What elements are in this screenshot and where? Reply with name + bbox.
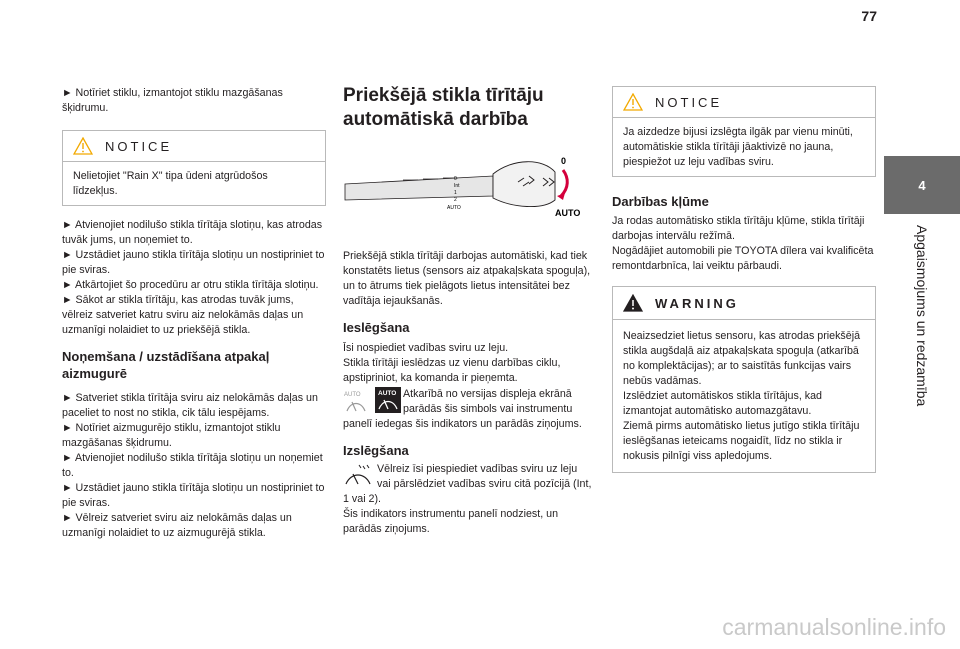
chapter-number: 4 [918,177,926,193]
lever-position-auto: AUTO [555,208,581,218]
notice-header [613,87,875,118]
section-heading: Darbības kļūme [612,194,709,209]
notice-title: NOTICE [655,94,723,110]
auto-wiper-indicator-icon [375,387,401,413]
lever-position-zero: 0 [561,156,567,166]
section-heading: Izslēgšana [343,443,409,458]
list-item: ► Vēlreiz satveriet sviru aiz nelokāmās daļas un uzmanīgi nolaidiet to uz aizmugurējā stikla. [62,512,292,539]
middle-column [343,84,593,537]
section-heading: Ieslēgšana [343,320,410,335]
indicator-label: AUTO [378,390,397,397]
lever-label: Int [454,183,460,189]
page-number: 77 [861,8,877,24]
warning-box [612,286,876,473]
right-column [612,86,876,473]
wiper-icon [343,462,373,488]
chapter-side-title [908,225,936,455]
paragraph: ► Notīriet stiklu, izmantojot stiklu mazgāšanas šķidrumu. [62,87,283,114]
notice-box [612,86,876,177]
list-item: ► Atvienojiet nodilušo stikla tīrītāja slotiņu un noņemiet to. [62,452,323,479]
paragraph: Īsi nospiediet vadības sviru uz leju. Stikla tīrītāji ieslēdzas uz vienu darbības ciklu, apstipriniot, ka komanda ir pieņemta. [343,342,561,384]
auto-wiper-outline-icon [343,389,369,415]
lever-label: 0 [454,176,457,182]
watermark: carmanualsonline.info [722,614,946,640]
notice-header [63,131,325,162]
warning-triangle-icon [73,137,93,155]
steps-list [62,391,326,541]
wiper-lever-icon [343,144,593,224]
indicator-icons [343,387,403,417]
list-item: ► Atkārtojiet šo procedūru ar otru stikla tīrītāja slotiņu. [62,279,319,291]
lever-label: AUTO [447,205,461,211]
indicator-label: AUTO [344,392,361,398]
paragraph: Ja rodas automātisko stikla tīrītāju kļūme, stikla tīrītāji darbojas intervālu režīmā. Nogādājiet automobili pie TOYOTA dīlera vai kvalificēta remontdarbnīca, lai veiktu pārbaudi. [612,215,874,272]
lever-label: 2 [454,197,457,203]
warning-triangle-icon [623,294,643,312]
warning-title: WARNING [655,295,739,311]
list-item: ► Notīriet aizmugurējo stiklu, izmantojot stiklu mazgāšanas šķidrumu. [62,422,281,449]
list-item: ► Uzstādiet jauno stikla tīrītāja slotiņu un nostipriniet to pie sviras. [62,249,325,276]
list-item: ► Uzstādiet jauno stikla tīrītāja slotiņu un nostipriniet to pie sviras. [62,482,325,509]
page-title: Priekšējā stikla tīrītāju automātiskā darbība [343,85,544,130]
chapter-tab[interactable] [884,156,960,214]
list-item: ► Atvienojiet nodilušo stikla tīrītāja slotiņu, kas atrodas tuvāk jums, un noņemiet to. [62,219,323,246]
steps-list [62,218,326,338]
icon-paragraph [343,462,593,537]
icon-paragraph [343,387,593,432]
list-item: ► Satveriet stikla tīrītāja sviru aiz nelokāmās daļas un paceliet to nost no stikla, cik tālu iespējams. [62,392,318,419]
paragraph: Atkarībā no versijas displeja ekrānā parādās šis simbols vai instrumentu panelī iedegas šis indikators un parādās ziņojums. [343,388,582,430]
notice-box [62,130,326,206]
warning-text: Neaizsedziet lietus sensoru, kas atrodas priekšējā stikla augšdaļā aiz atpakaļskata spoguļa (atkarībā no komplektācijas); ar to saistītās funkcijas vairs nebūs vadāmas. Izslēdziet automātiskos stikla tīrītājus, kad izmantojat automātisko automazgātavu. Ziemā pirms automātisko lietus jutīgo stikla tīrītāju ieslēgšanas ieteicams nogaidīt, līdz no stikla ir nokusis pilnīgi viss apledojums. [623,330,861,462]
notice-text: Nelietojiet "Rain X" tipa ūdeni atgrūdošos līdzekļus. [73,170,268,197]
paragraph: Vēlreiz īsi piespiediet vadības sviru uz leju vai pārslēdziet vadības sviru citā pozīcijā (Int, 1 vai 2). Šis indikators instrumentu panelī nodziest, un parādās ziņojums. [343,463,592,535]
wiper-lever-illustration [343,144,593,224]
warning-header [613,287,875,320]
chapter-title: Apgaismojums un redzamība [914,225,930,407]
left-column [62,86,326,541]
warning-triangle-icon [623,93,643,111]
paragraph: Priekšējā stikla tīrītāji darbojas automātiski, kad tiek konstatēts lietus (sensors aiz atpakaļskata spoguļa), un to ātrums tiek pielāgots lietus intensitātei bez vadītāja iejaukšanās. [343,250,591,307]
section-heading: Noņemšana / uzstādīšana atpakaļ aizmugurē [62,349,270,381]
lever-label: 1 [454,190,457,196]
notice-text: Ja aizdedze bijusi izslēgta ilgāk par vienu minūti, automātiskie stikla tīrītāji jāaktivizē no jauna, piespiežot uz leju vadības sviru. [623,126,853,168]
list-item: ► Sākot ar stikla tīrītāju, kas atrodas tuvāk jums, vēlreiz satveriet katru sviru aiz nelokāmās daļas un uzmanīgi nolaidiet to uz priekšējā stikla. [62,294,304,336]
notice-title: NOTICE [105,138,173,154]
